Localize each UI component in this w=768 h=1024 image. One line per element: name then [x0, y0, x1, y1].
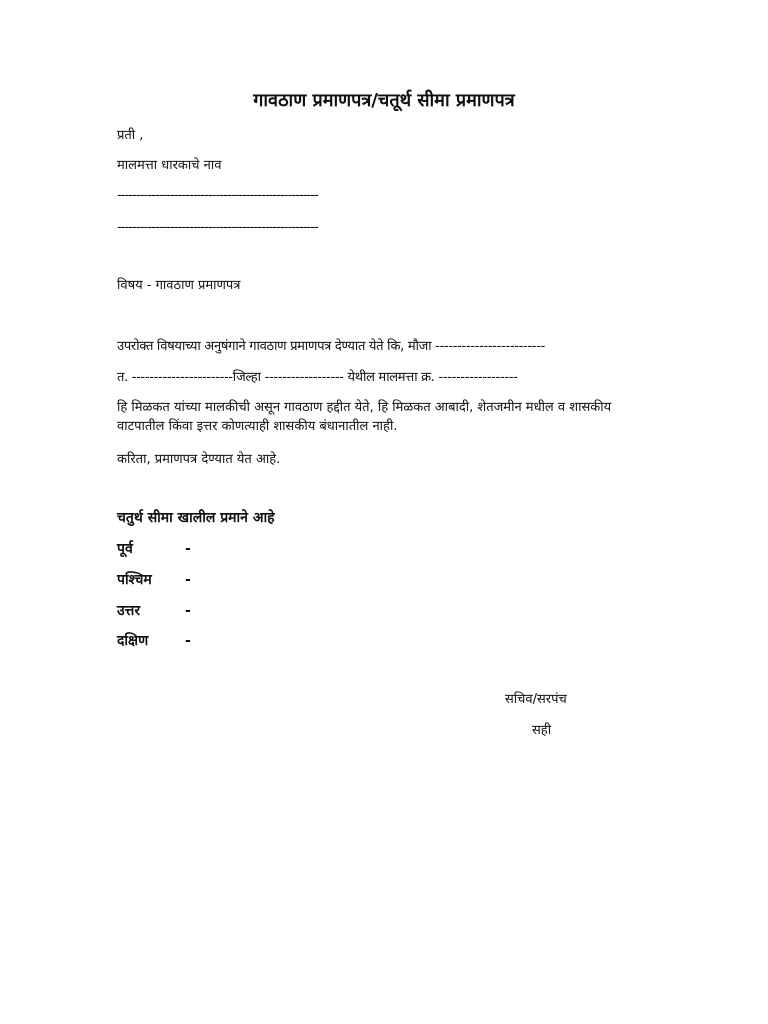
body-closing: करिता, प्रमाणपत्र देण्यात येत आहे. — [117, 452, 281, 467]
boundary-dash: - — [185, 541, 191, 557]
boundary-dash: - — [185, 633, 191, 649]
signatory-title: सचिव/सरपंच — [505, 692, 567, 707]
blank-line: ----------------------------------------------------- — [117, 220, 318, 235]
body-line: उपरोक्त विषयाच्या अनुषंगाने गावठाण प्रमाणपत्र देण्यात येते कि, मौजा ------------------------- — [117, 339, 545, 354]
body-paragraph: हि मिळकत यांच्या मालकीची असून गावठाण हद्दीत येते, हि मिळकत आबादी, शेतजमीन मधील व शासकीय वाटपातील किंवा इत्तर कोणत्याही शासकीय बंधानातील नाही. — [117, 400, 612, 434]
boundary-direction-north: उत्तर — [117, 603, 141, 619]
body-line: त. -----------------------जिल्हा ------------------ येथील मालमत्ता क्र. ------------------ — [117, 370, 518, 385]
subject-line: विषय - गावठाण प्रमाणपत्र — [117, 278, 241, 293]
document-title: गावठाण प्रमाणपत्र/चतूर्थ सीमा प्रमाणपत्र — [253, 90, 515, 111]
boundary-direction-west: पश्चिम — [117, 572, 152, 588]
boundary-heading: चतुर्थ सीमा खालील प्रमाने आहे — [117, 510, 275, 526]
boundary-dash: - — [185, 572, 191, 588]
blank-line: ----------------------------------------------------- — [117, 188, 318, 203]
boundary-direction-east: पूर्व — [117, 541, 133, 557]
boundary-direction-south: दक्षिण — [117, 633, 149, 649]
to-label: प्रती , — [117, 128, 144, 143]
boundary-dash: - — [185, 603, 191, 619]
owner-name-label: मालमत्ता धारकाचे नाव — [117, 158, 222, 173]
signature-label: सही — [532, 723, 552, 738]
